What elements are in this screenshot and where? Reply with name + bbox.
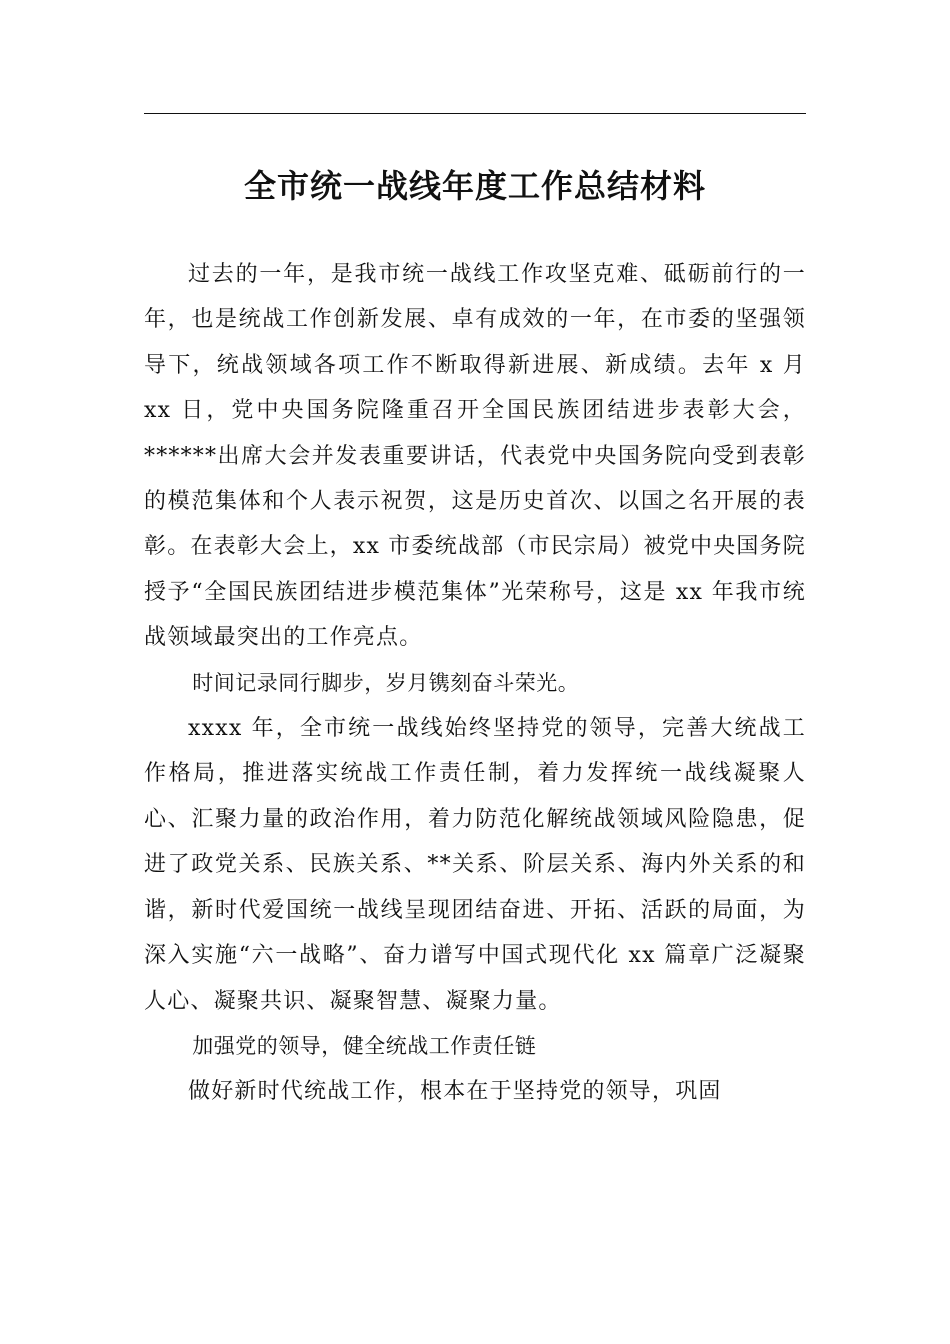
document-body xyxy=(144,252,806,1115)
section-heading: 加强党的领导，健全统战工作责任链 xyxy=(192,1033,537,1058)
body-paragraph: 做好新时代统战工作，根本在于坚持党的领导，巩固 xyxy=(188,1079,722,1105)
document-title: 全市统一战线年度工作总结材料 xyxy=(243,167,706,205)
section-heading: 时间记录同行脚步，岁月镌刻奋斗荣光。 xyxy=(192,670,580,695)
body-paragraph: xxxx 年，全市统一战线始终坚持党的领导，完善大统战工作格局，推进落实统战工作责任制，着力发挥统一战线凝聚人心、汇聚力量的政治作用，着力防范化解统战领域风险隐患，促进了政党关系、民族关系、**关系、阶层关系、海内外关系的和谐，新时代爱国统一战线呈现团结奋进、开拓、活跃的局面，为深入实施“六一战略”、奋力谱写中国式现代化 xx 篇章广泛凝聚人心、凝聚共识、凝聚智慧、凝聚力量。 xyxy=(144,716,806,1014)
intro-paragraph: 过去的一年，是我市统一战线工作攻坚克难、砥砺前行的一年，也是统战工作创新发展、卓有成效的一年，在市委的坚强领导下，统战领域各项工作不断取得新进展、新成绩。去年 x 月 xx 日，党中央国务院隆重召开全国民族团结进步表彰大会，******出席大会并发表重要讲话，代表党中央国务院向受到表彰的模范集体和个人表示祝贺，这是历史首次、以国之名开展的表彰。在表彰大会上，xx 市委统战部（市民宗局）被党中央国务院授予“全国民族团结进步模范集体”光荣称号，这是 xx 年我市统战领域最突出的工作亮点。 xyxy=(144,262,806,651)
header-rule xyxy=(144,113,806,114)
